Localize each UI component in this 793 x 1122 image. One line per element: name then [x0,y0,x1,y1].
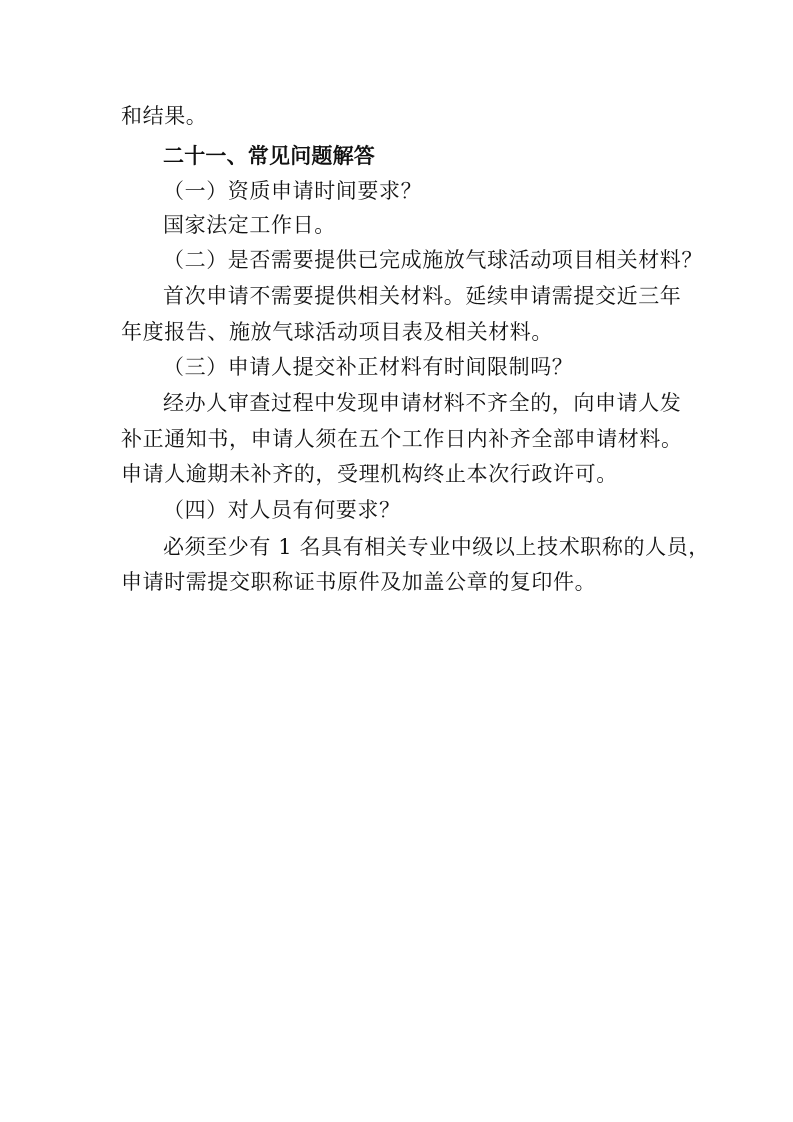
question-2: （二）是否需要提供已完成施放气球活动项目相关材料？ [163,248,703,272]
answer-2-line-1: 首次申请不需要提供相关材料。延续申请需提交近三年 [163,284,682,308]
question-4: （四）对人员有何要求？ [163,498,401,522]
section-heading: 二十一、常见问题解答 [163,144,375,168]
answer-1: 国家法定工作日。 [163,213,336,237]
answer-3-line-2: 补正通知书，申请人须在五个工作日内补齐全部申请材料。 [121,427,683,451]
question-3: （三）申请人提交补正材料有时间限制吗？ [163,355,574,379]
paragraph-continuation: 和结果。 [121,104,208,128]
answer-3-line-3: 申请人逾期未补齐的，受理机构终止本次行政许可。 [121,462,618,486]
answer-4-line-1: 必须至少有 1 名具有相关专业中级以上技术职称的人员， [163,535,710,559]
answer-3-line-1: 经办人审查过程中发现申请材料不齐全的，向申请人发 [163,391,682,415]
question-1: （一）资质申请时间要求？ [163,179,423,203]
answer-4-line-2: 申请时需提交职称证书原件及加盖公章的复印件。 [121,570,597,594]
answer-2-line-2: 年度报告、施放气球活动项目表及相关材料。 [121,320,553,344]
